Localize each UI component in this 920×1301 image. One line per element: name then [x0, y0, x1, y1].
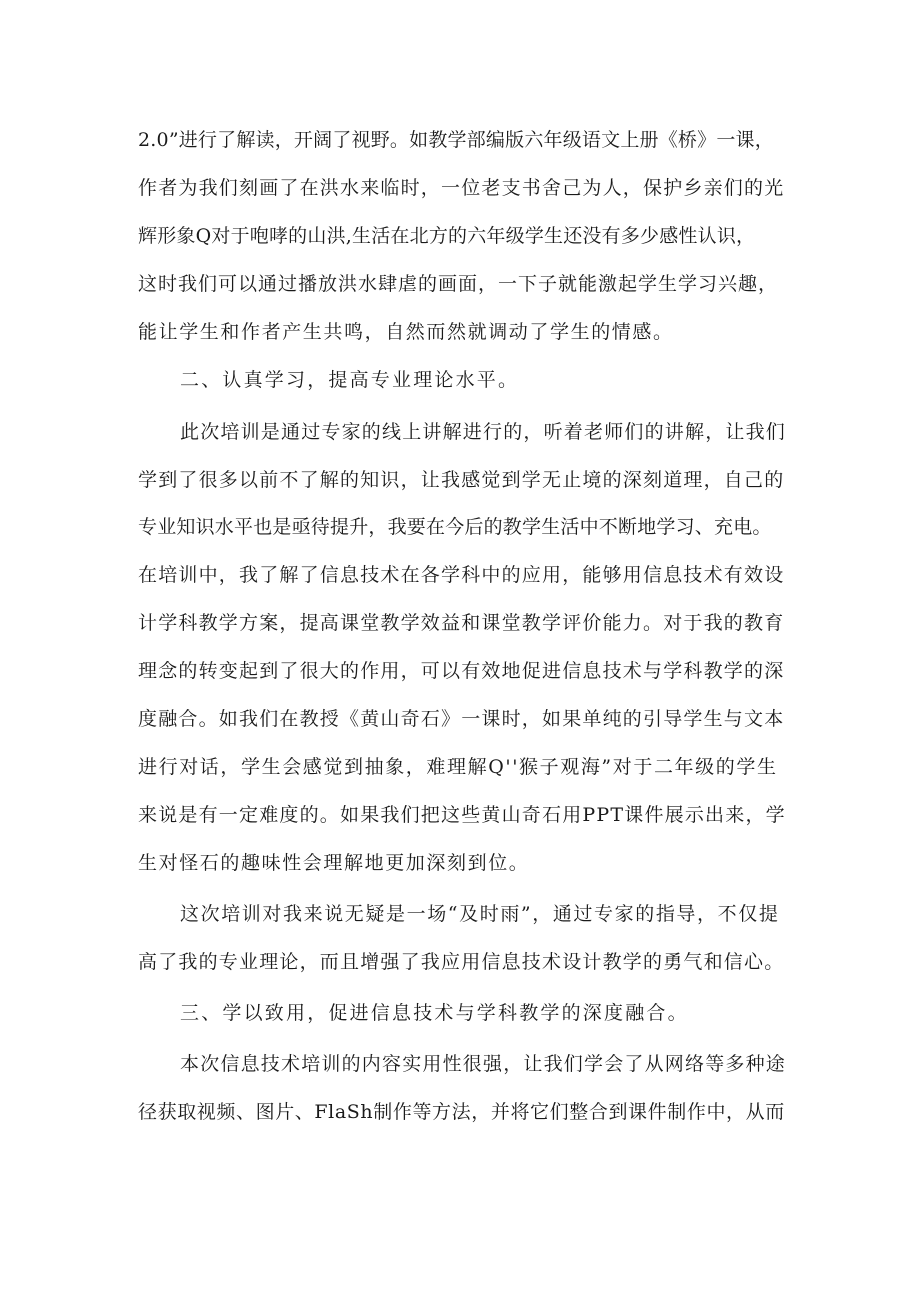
- paragraph-line: 本次信息技术培训的内容实用性很强，让我们学会了从网络等多种途: [180, 1053, 787, 1075]
- paragraph-line: 学到了很多以前不了解的知识，让我感觉到学无止境的深刻道理，自己的: [138, 469, 785, 491]
- paragraph-line: 计学科教学方案，提高课堂教学效益和课堂教学评价能力。对于我的教育: [138, 612, 785, 634]
- paragraph-line: 生对怪石的趣味性会理解地更加深刻到位。: [138, 852, 530, 874]
- paragraph-line: 专业知识水平也是亟待提升，我要在今后的教学生活中不断地学习、充电。: [138, 516, 772, 538]
- paragraph-line: 来说是有一定难度的。如果我们把这些黄山奇石用PPT课件展示出来，学: [138, 804, 786, 826]
- paragraph-line: 这次培训对我来说无疑是一场“及时雨”，通过专家的指导，不仅提: [180, 903, 780, 925]
- section-heading-2: 二、认真学习，提高专业理论水平。: [180, 369, 520, 391]
- paragraph-line: 径获取视频、图片、FlaSh制作等方法，并将它们整合到课件制作中，从而: [138, 1101, 785, 1123]
- paragraph-line: 能让学生和作者产生共鸣，自然而然就调动了学生的情感。: [138, 321, 674, 343]
- paragraph-line: 作者为我们刻画了在洪水来临时，一位老支书舍己为人，保护乡亲们的光: [138, 177, 785, 199]
- paragraph-line: 辉形象Q对于咆哮的山洪,生活在北方的六年级学生还没有多少感性认识，: [138, 225, 756, 247]
- paragraph-line: 2.0”进行了解读，开阔了视野。如教学部编版六年级语文上册《桥》一课，: [138, 129, 774, 151]
- section-heading-3: 三、学以致用，促进信息技术与学科教学的深度融合。: [180, 1002, 689, 1024]
- paragraph-line: 理念的转变起到了很大的作用，可以有效地促进信息技术与学科教学的深: [138, 660, 785, 682]
- paragraph-line: 这时我们可以通过播放洪水肆虐的画面，一下子就能激起学生学习兴趣，: [138, 273, 779, 295]
- paragraph-line: 度融合。如我们在教授《黄山奇石》一课时，如果单纯的引导学生与文本: [138, 708, 785, 730]
- paragraph-line: 进行对话，学生会感觉到抽象，难理解Q''猴子观海”对于二年级的学生: [138, 756, 778, 778]
- paragraph-line: 高了我的专业理论，而且增强了我应用信息技术设计教学的勇气和信心。: [138, 951, 785, 973]
- paragraph-line: 在培训中，我了解了信息技术在各学科中的应用，能够用信息技术有效设: [138, 564, 785, 586]
- paragraph-line: 此次培训是通过专家的线上讲解进行的，听着老师们的讲解，让我们: [180, 421, 787, 443]
